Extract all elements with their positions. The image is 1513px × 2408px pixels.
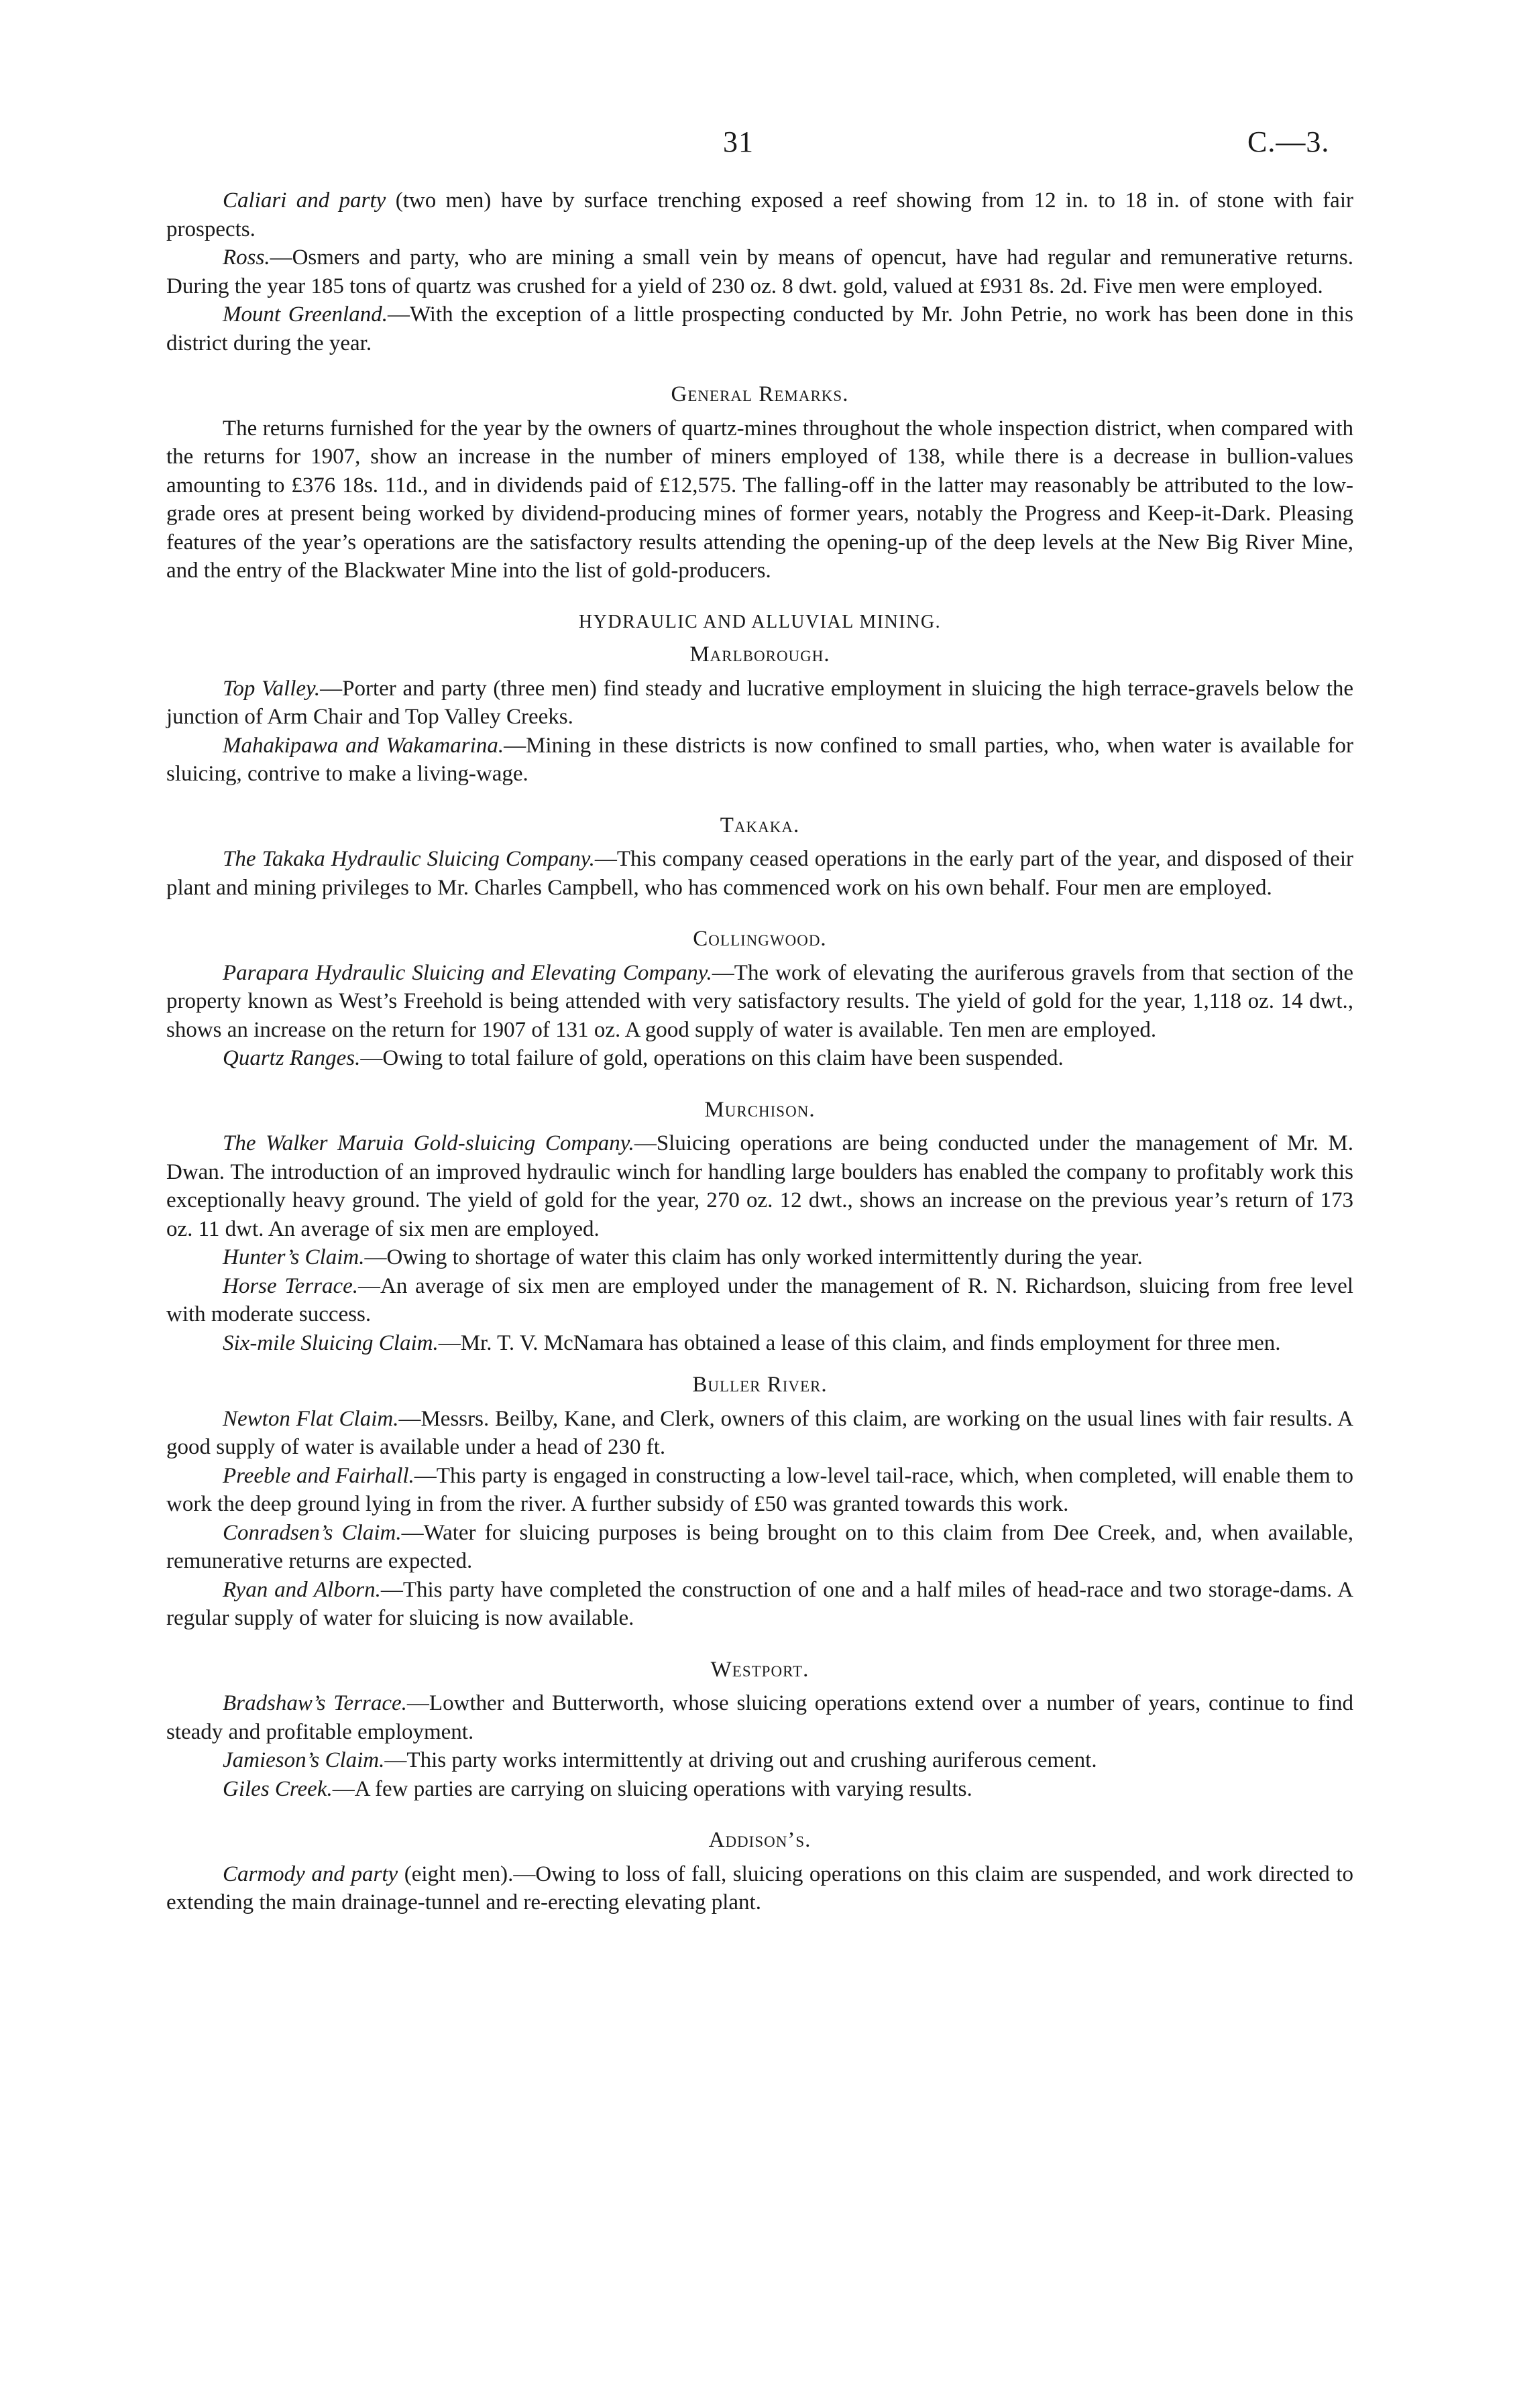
paragraph-lead: Caliari and party <box>223 188 386 213</box>
document-body <box>166 186 1353 1917</box>
paragraph <box>166 1243 1353 1272</box>
paragraph-lead: Horse Terrace. <box>223 1273 359 1298</box>
paragraph <box>166 1462 1353 1519</box>
paragraph-text: —Lowther and Butterworth, whose sluicing operations extend over a number of years, continue to find steady and profitable employment. <box>166 1691 1353 1744</box>
paragraph-lead: Quartz Ranges. <box>223 1046 361 1070</box>
paragraph-text: —This party have completed the construction of one and a half miles of head-race and two storage-dams. A regular supply of water for sluicing is now available. <box>166 1577 1353 1630</box>
paragraph-lead: Mahakipawa and Wakamarina. <box>223 733 504 758</box>
paragraph-lead: Preeble and Fairhall. <box>223 1463 414 1488</box>
paragraph <box>166 186 1353 243</box>
paragraph-lead: Conradsen’s Claim. <box>223 1520 402 1545</box>
paragraph-text: —This party is engaged in constructing a low-level tail-race, which, when completed, will enable them to work the deep ground lying in from the river. A further subsidy of £50 was granted towards this work. <box>166 1463 1354 1516</box>
paragraph-lead: Giles Creek. <box>223 1776 333 1801</box>
paragraph <box>166 1044 1353 1073</box>
document-reference: C.—3. <box>1247 125 1330 158</box>
section-heading: Buller River. <box>692 1373 828 1397</box>
section-heading: Murchison. <box>704 1097 816 1122</box>
paragraph-lead: Top Valley. <box>223 676 321 701</box>
paragraph <box>166 1689 1353 1746</box>
paragraph <box>166 732 1353 789</box>
paragraph-text: —This company ceased operations in the early part of the year, and disposed of their plant and mining privileges to Mr. Charles Campbell, who has commenced work on his own behalf. Four men are employed. <box>166 847 1354 900</box>
paragraph-text: —A few parties are carrying on sluicing operations with varying results. <box>332 1776 972 1801</box>
paragraph <box>166 845 1353 902</box>
paragraph-lead: Hunter’s Claim. <box>223 1245 365 1269</box>
paragraph <box>166 243 1353 300</box>
paragraph-text: (eight men).—Owing to loss of fall, sluicing operations on this claim are suspended, and work directed to extending the main drainage-tunnel and re-erecting elevating plant. <box>166 1861 1353 1914</box>
paragraph <box>166 300 1353 357</box>
paragraph-text: —Owing to shortage of water this claim has only worked intermittently during the year. <box>364 1245 1143 1269</box>
paragraph-text: The returns furnished for the year by the owners of quartz-mines throughout the whole inspection district, when compared with the returns for 1907, show an increase in the number of miners employed of 138, while there is a decrease in bullion-values amounting to £376 18s. 11d., and in dividends paid of £12,575. The falling-off in the latter may reasonably be attributed to the low-grade ores at present being worked by dividend-producing mines of former years, notably the Progress and Keep-it-Dark. Pleasing features of the year’s operations are the satisfactory results attending the opening-up of the deep levels at the New Big River Mine, and the entry of the Blackwater Mine into the list of gold-producers. <box>166 416 1353 583</box>
paragraph-text: —Messrs. Beilby, Kane, and Clerk, owners of this claim, are working on the usual lines with fair results. A good supply of water is available under a head of 230 ft. <box>166 1406 1353 1459</box>
paragraph <box>166 1405 1353 1462</box>
paragraph-text: —Water for sluicing purposes is being brought on to this claim from Dee Creek, and, when available, remunerative returns are expected. <box>166 1520 1353 1573</box>
paragraph-text: —With the exception of a little prospecting conducted by Mr. John Petrie, no work has been done in this district during the year. <box>166 302 1353 355</box>
paragraph-text: —Owing to total failure of gold, operations on this claim have been suspended. <box>360 1046 1064 1070</box>
section-heading: HYDRAULIC AND ALLUVIAL MINING. <box>578 611 942 632</box>
paragraph <box>166 414 1353 585</box>
section-heading: Westport. <box>710 1657 809 1682</box>
paragraph-lead: The Walker Maruia Gold-sluicing Company. <box>223 1131 634 1155</box>
paragraph <box>166 959 1353 1045</box>
paragraph <box>166 675 1353 732</box>
paragraph-lead: Jamieson’s Claim. <box>223 1748 385 1772</box>
page-number: 31 <box>723 125 754 158</box>
paragraph-text: —Osmers and party, who are mining a small vein by means of opencut, have had regular and remunerative returns. During the year 185 tons of quartz was crushed for a yield of 230 oz. 8 dwt. gold, valued at £931 8s. 2d. Five men were employed. <box>166 245 1353 298</box>
section-heading: General Remarks. <box>671 382 849 406</box>
section-heading: Takaka. <box>720 813 800 838</box>
paragraph-text: —This party works intermittently at driving out and crushing auriferous cement. <box>384 1748 1097 1772</box>
paragraph-text: (two men) have by surface trenching exposed a reef showing from 12 in. to 18 in. of stone with fair prospects. <box>166 188 1353 241</box>
paragraph-lead: Six-mile Sluicing Claim. <box>223 1330 439 1355</box>
paragraph <box>166 1746 1353 1775</box>
paragraph <box>166 1519 1353 1576</box>
paragraph-text: —Mining in these districts is now confined to small parties, who, when water is available for sluicing, contrive to make a living-wage. <box>166 733 1353 786</box>
paragraph-lead: Ross. <box>223 245 270 270</box>
paragraph <box>166 1129 1353 1243</box>
paragraph-lead: Carmody and party <box>223 1861 398 1886</box>
paragraph <box>166 1860 1353 1917</box>
paragraph-text: —Sluicing operations are being conducted under the management of Mr. M. Dwan. The introduction of an improved hydraulic winch for handling large boulders has enabled the company to profitably work this exceptionally heavy ground. The yield of gold for the year, 270 oz. 12 dwt., shows an increase on the previous year’s return of 173 oz. 11 dwt. An average of six men are employed. <box>166 1131 1353 1241</box>
paragraph-lead: The Takaka Hydraulic Sluicing Company. <box>223 847 595 871</box>
paragraph <box>166 1576 1353 1633</box>
paragraph-lead: Parapara Hydraulic Sluicing and Elevating Company. <box>223 960 712 985</box>
paragraph-lead: Newton Flat Claim. <box>223 1406 399 1431</box>
paragraph-lead: Ryan and Alborn. <box>223 1577 381 1602</box>
paragraph <box>166 1272 1353 1329</box>
section-heading: Marlborough. <box>689 642 830 667</box>
paragraph-lead: Mount Greenland. <box>223 302 388 327</box>
paragraph-text: —Mr. T. V. McNamara has obtained a lease of this claim, and finds employment for three men. <box>438 1330 1281 1355</box>
section-heading: Collingwood. <box>693 927 827 951</box>
paragraph-lead: Bradshaw’s Terrace. <box>223 1691 407 1715</box>
paragraph-text: —Porter and party (three men) find steady and lucrative employment in sluicing the high terrace-gravels below the junction of Arm Chair and Top Valley Creeks. <box>166 676 1354 729</box>
paragraph-text: —An average of six men are employed under the management of R. N. Richardson, sluicing from free level with moderate success. <box>166 1273 1353 1326</box>
section-heading: Addison’s. <box>708 1828 811 1852</box>
paragraph <box>166 1329 1353 1358</box>
paragraph-text: —The work of elevating the auriferous gravels from that section of the property known as West’s Freehold is being attended with very satisfactory results. The yield of gold for the year, 1,118 oz. 14 dwt., shows an increase on the return for 1907 of 131 oz. A good supply of water is available. Ten men are employed. <box>166 960 1353 1042</box>
paragraph <box>166 1775 1353 1804</box>
